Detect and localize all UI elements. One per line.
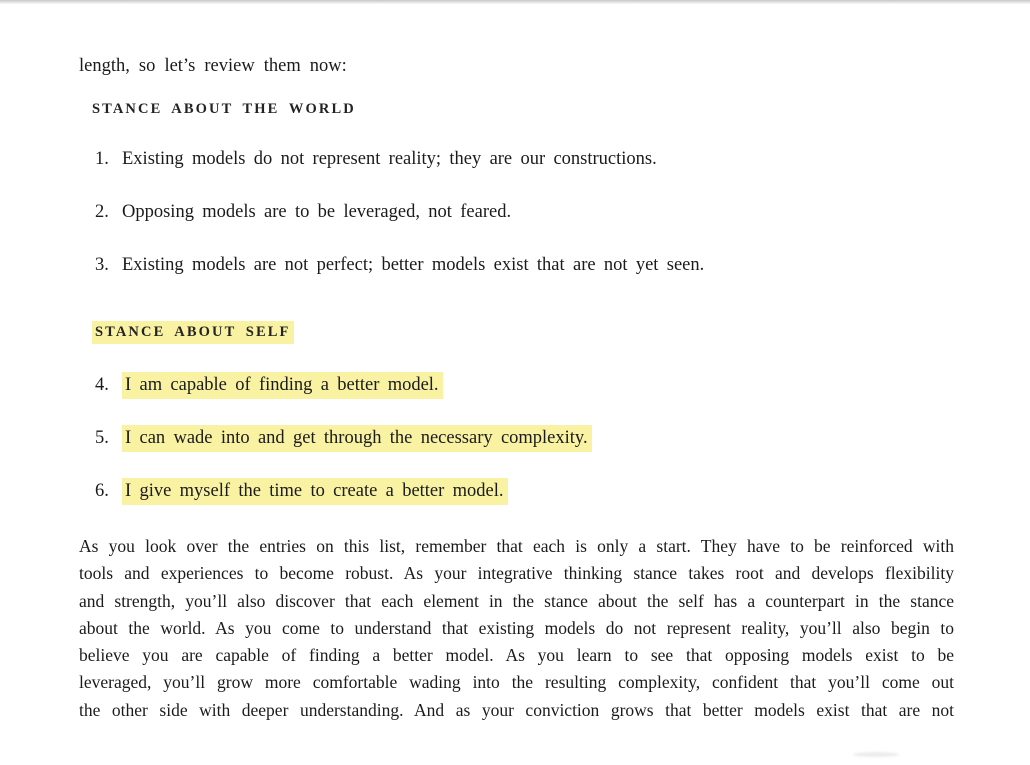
page-bottom-smudge — [853, 752, 899, 757]
list-item — [95, 149, 657, 170]
paragraph-line: leveraged, you’ll grow more comfortable wading into the resulting complexity, confident that you’ll come out — [79, 672, 954, 693]
list-item-text: Opposing models are to be leveraged, not feared. — [122, 202, 512, 222]
closing-paragraph — [79, 533, 954, 724]
paragraph-line: and strength, you’ll also discover that each element in the stance about the self has a counterpart in the stance — [79, 590, 954, 611]
paragraph-line: believe you are capable of finding a better model. As you learn to see that opposing models exist to be — [79, 645, 954, 666]
list-item-number: 1. — [95, 149, 109, 169]
list-item-number: 5. — [95, 428, 109, 448]
paragraph-line: As you look over the entries on this list, remember that each is only a start. They have to be reinforced with — [79, 536, 954, 556]
section-heading-self — [92, 324, 294, 341]
list-item — [95, 202, 511, 223]
paragraph-line: the other side with deeper understanding. And as your conviction grows that better models exist that are not — [79, 699, 954, 720]
list-item — [95, 481, 508, 502]
list-item-text-highlight[interactable]: I can wade into and get through the necessary complexity. — [122, 425, 592, 452]
list-item-number: 2. — [95, 202, 109, 222]
intro-text: length, so let’s review them now: — [79, 55, 347, 76]
list-item-number: 4. — [95, 375, 109, 395]
page-top-edge-line — [0, 0, 1030, 4]
list-item — [95, 255, 704, 276]
list-item-number: 6. — [95, 481, 109, 501]
section-heading-world — [92, 101, 356, 118]
list-item — [95, 428, 592, 449]
paragraph-line: about the world. As you come to understand that existing models do not represent reality, you’ll also begin to — [79, 617, 954, 638]
list-item-text: Existing models are not perfect; better models exist that are not yet seen. — [122, 255, 705, 275]
list-item — [95, 375, 443, 396]
list-item-text: Existing models do not represent reality; they are our constructions. — [122, 149, 657, 169]
list-item-text-highlight[interactable]: I am capable of finding a better model. — [122, 372, 443, 399]
section-heading-world-label: STANCE ABOUT THE WORLD — [92, 101, 356, 117]
list-item-number: 3. — [95, 255, 109, 275]
list-item-text-highlight[interactable]: I give myself the time to create a better model. — [122, 478, 508, 505]
section-heading-self-highlight[interactable]: STANCE ABOUT SELF — [92, 321, 294, 344]
paragraph-line: tools and experiences to become robust. As your integrative thinking stance takes root and develops flexibility — [79, 563, 954, 584]
